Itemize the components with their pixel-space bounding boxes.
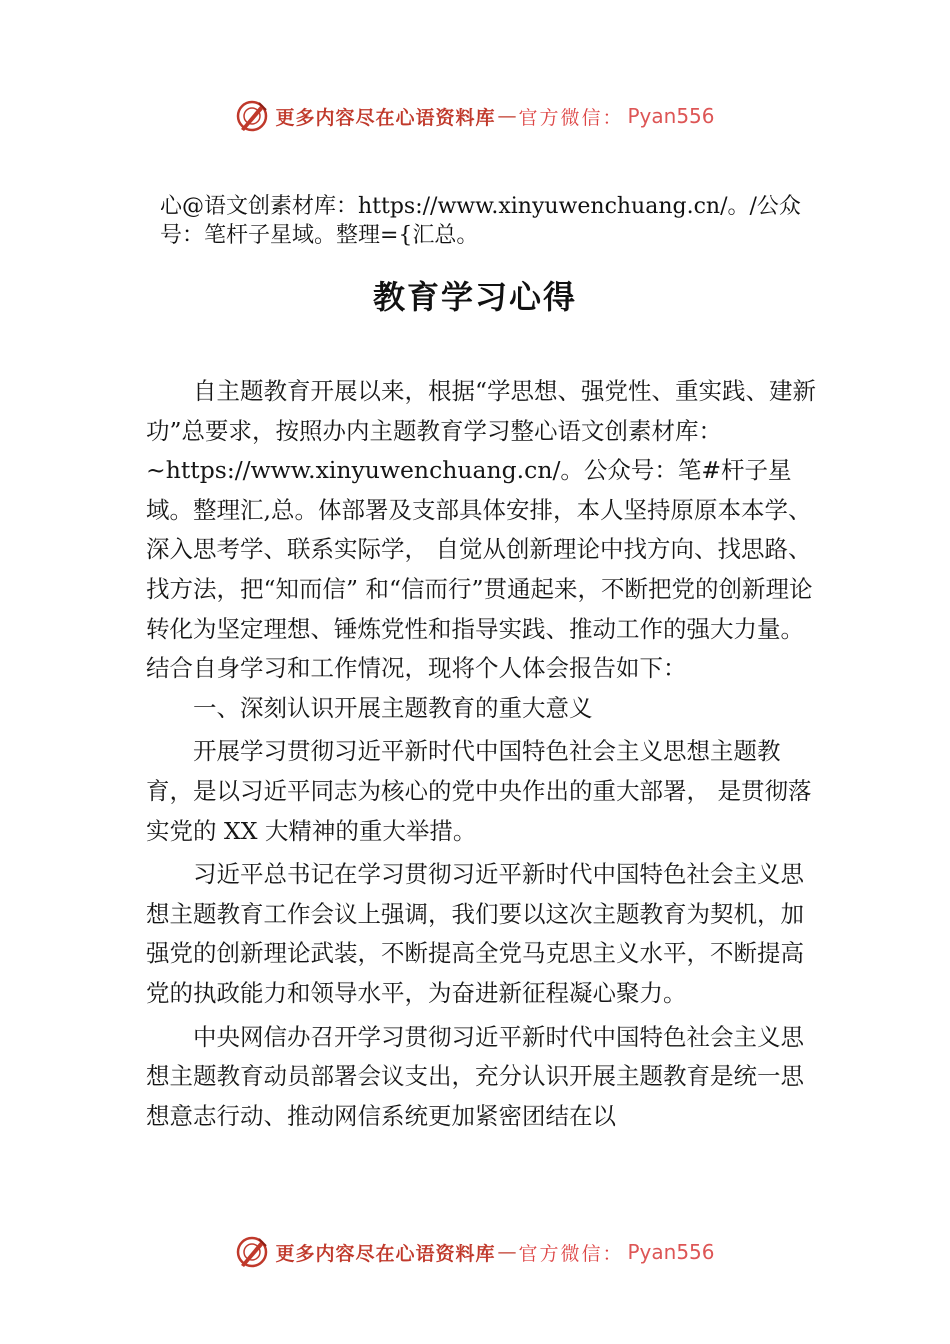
header-banner [0, 96, 950, 136]
banner-wechat-id: Pyan556 [627, 1240, 715, 1264]
banner-dash: — [497, 105, 517, 127]
document-body [146, 372, 826, 1136]
banner-text: 更多内容尽在心语资料库 [275, 1242, 496, 1265]
banner-dash: — [497, 1241, 517, 1263]
banner-wechat-label: 官方微信： [518, 106, 624, 129]
banner-wechat-label: 官方微信： [518, 1242, 624, 1265]
paragraph: 自主题教育开展以来，根据“学思想、强党性、重实践、建新功”总要求，按照办内主题教育学习整心语文创素材库：~https://www.xinyuwenchuang.cn/。公众号：笔#杆子星域。整理汇,总。体部署及支部具体安排，本人坚持原原本本学、深入思考学、联系实际学， 自觉从创新理论中找方向、找思路、找方法，把“知而信” 和“信而行”贯通起来，不断把党的创新理论转化为坚定理想、锤炼党性和指导实践、推动工作的强大力量。结合自身学习和工作情况，现将个人体会报告如下： [146, 377, 817, 683]
banner-text: 更多内容尽在心语资料库 [275, 106, 496, 129]
banner-wechat-id: Pyan556 [627, 104, 715, 128]
document-title: 教育学习心得 [372, 278, 577, 316]
paragraph: 习近平总书记在学习贯彻习近平新时代中国特色社会主义思想主题教育工作会议上强调，我们要以这次主题教育为契机，加强党的创新理论武装，不断提高全党马克思主义水平，不断提高党的执政能力和领导水平，为奋进新征程凝心聚力。 [146, 860, 804, 1007]
paragraph: 开展学习贯彻习近平新时代中国特色社会主义思想主题教育，是以习近平同志为核心的党中央作出的重大部署， 是贯彻落实党的 XX 大精神的重大举措。 [146, 737, 812, 845]
pen-logo-icon [235, 99, 269, 133]
pen-logo-icon [235, 1235, 269, 1269]
section-heading: 一、深刻认识开展主题教育的重大意义 [193, 693, 593, 722]
source-line: 心@语文创素材库：https://www.xinyuwenchuang.cn/。/公众号：笔杆子星域。整理={汇总。 [160, 194, 801, 248]
footer-banner [0, 1232, 950, 1272]
paragraph: 中央网信办召开学习贯彻习近平新时代中国特色社会主义思想主题教育动员部署会议支出，充分认识开展主题教育是统一思想意志行动、推动网信系统更加紧密团结在以 [146, 1022, 804, 1130]
